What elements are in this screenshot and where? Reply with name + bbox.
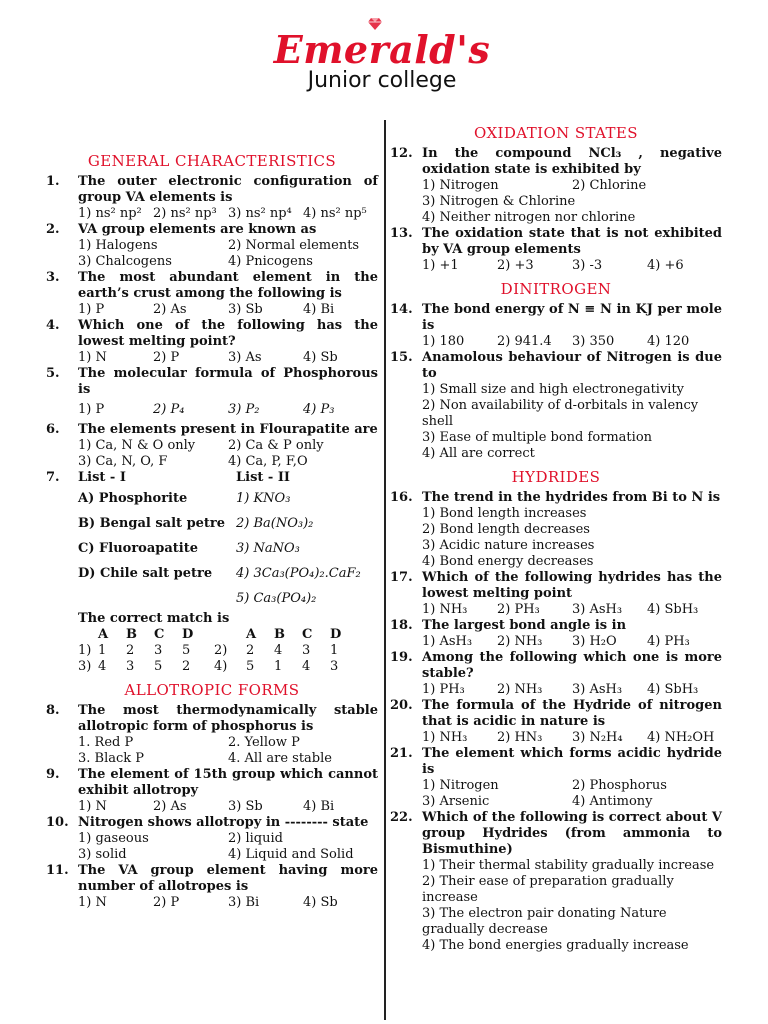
options bbox=[422, 506, 722, 570]
options bbox=[422, 382, 722, 462]
list-row bbox=[78, 586, 378, 611]
question-14 bbox=[390, 302, 722, 334]
option: 2) liquid bbox=[228, 831, 283, 846]
options bbox=[78, 895, 378, 911]
question-4 bbox=[46, 318, 378, 350]
question-text: Among the following which one is more stable? bbox=[422, 650, 722, 681]
option: 3) Arsenic bbox=[422, 794, 490, 809]
options bbox=[78, 254, 378, 270]
option: 1) gaseous bbox=[78, 831, 149, 846]
option: 1) AsH₃ bbox=[422, 634, 473, 649]
option: 4) Bond energy decreases bbox=[422, 554, 594, 569]
option: 4) Liquid and Solid bbox=[228, 847, 354, 862]
option: 1) NH₃ bbox=[422, 602, 468, 617]
option: 2) HN₃ bbox=[497, 730, 543, 745]
question-13 bbox=[390, 226, 722, 258]
option: 3) Nitrogen & Chlorine bbox=[422, 194, 576, 209]
question-number: 1. bbox=[46, 174, 60, 189]
question-1 bbox=[46, 174, 378, 206]
question-text: The elements present in Flourapatite are bbox=[78, 422, 378, 437]
options bbox=[422, 258, 722, 274]
option: 1) NH₃ bbox=[422, 730, 468, 745]
option: 2) NH₃ bbox=[497, 682, 543, 697]
option: 4) +6 bbox=[647, 258, 684, 273]
option: 2) P bbox=[153, 895, 180, 910]
list-row bbox=[78, 561, 378, 586]
question-text: Which of the following hydrides has the lowest melting point bbox=[422, 570, 722, 601]
match-grid-row: 1) 1 2 3 5 2) 2 4 3 1 bbox=[78, 643, 339, 658]
options bbox=[78, 831, 378, 847]
question-text: The largest bond angle is in bbox=[422, 618, 627, 633]
option: 4) SbH₃ bbox=[647, 682, 699, 697]
options bbox=[78, 454, 378, 470]
options bbox=[422, 178, 722, 194]
option: 1) ns² np² bbox=[78, 206, 142, 221]
option: 1) Bond length increases bbox=[422, 506, 587, 521]
question-text: In the compound NCl₃ , negative oxidation state is exhibited by bbox=[422, 146, 722, 177]
list-item: D) Chile salt petre bbox=[78, 566, 213, 581]
option: 1) Ca, N & O only bbox=[78, 438, 196, 453]
list-item: 4) 3Ca₃(PO₄)₂.CaF₂ bbox=[236, 566, 361, 581]
option: 3) As bbox=[228, 350, 262, 365]
list-item: 3) NaNO₃ bbox=[236, 541, 300, 556]
options bbox=[78, 302, 378, 318]
options bbox=[78, 847, 378, 863]
option: 1) P bbox=[78, 402, 105, 417]
question-text: Nitrogen shows allotropy in -------- state bbox=[78, 815, 369, 830]
option: 4) SbH₃ bbox=[647, 602, 699, 617]
question-text: The most thermodynamically stable allotropic form of phosphorus is bbox=[78, 703, 378, 734]
option: 1) Small size and high electronegativity bbox=[422, 382, 685, 397]
question-text: Which of the following is correct about V group Hydrides (from ammonia to Bismuthine) bbox=[422, 810, 722, 857]
options bbox=[422, 794, 722, 810]
options bbox=[78, 438, 378, 454]
option: 4) Sb bbox=[303, 895, 338, 910]
options bbox=[422, 334, 722, 350]
options bbox=[78, 206, 378, 222]
question-number: 6. bbox=[46, 422, 60, 437]
question-text: The formula of the Hydride of nitrogen that is acidic in nature is bbox=[422, 698, 722, 729]
option: 2) Phosphorus bbox=[572, 778, 667, 793]
section-heading-hydrides: HYDRIDES bbox=[511, 468, 601, 486]
option: 2) +3 bbox=[497, 258, 534, 273]
option: 2) NH₃ bbox=[497, 634, 543, 649]
list-item: 1) KNO₃ bbox=[236, 491, 291, 506]
option: 1) PH₃ bbox=[422, 682, 465, 697]
option: 2) Normal elements bbox=[228, 238, 360, 253]
option: 4) Bi bbox=[303, 799, 335, 814]
option: 2) Their ease of preparation gradually increase bbox=[422, 874, 674, 905]
question-number: 16. bbox=[390, 490, 413, 505]
option: 4) Pnicogens bbox=[228, 254, 313, 269]
option: 2) ns² np³ bbox=[153, 206, 217, 221]
question-text: The element which forms acidic hydride is bbox=[422, 746, 722, 777]
question-11 bbox=[46, 863, 378, 895]
options bbox=[422, 858, 722, 954]
question-text: Which one of the following has the lowest melting point? bbox=[78, 318, 378, 349]
brand-logo: Emerald's bbox=[273, 27, 491, 72]
question-number: 13. bbox=[390, 226, 413, 241]
option: 2) P₄ bbox=[153, 402, 185, 417]
question-8 bbox=[46, 703, 378, 735]
question-number: 19. bbox=[390, 650, 413, 665]
question-22 bbox=[390, 810, 722, 858]
question-text: VA group elements are known as bbox=[78, 222, 317, 237]
option: 4) All are correct bbox=[422, 446, 535, 461]
section-heading-general: GENERAL CHARACTERISTICS bbox=[87, 152, 337, 170]
question-number: 2. bbox=[46, 222, 60, 237]
option: 3. Black P bbox=[78, 751, 145, 766]
option: 2) P bbox=[153, 350, 180, 365]
right-column bbox=[390, 118, 722, 954]
option: 1) Halogens bbox=[78, 238, 158, 253]
list-item: C) Fluoroapatite bbox=[78, 541, 198, 556]
list-row bbox=[78, 486, 378, 511]
question-text: The bond energy of N ≡ N in KJ per mole is bbox=[422, 302, 722, 333]
options bbox=[78, 735, 378, 751]
column-divider bbox=[384, 120, 386, 1020]
question-number: 4. bbox=[46, 318, 60, 333]
option: 1) N bbox=[78, 350, 107, 365]
section-heading-allotropic: ALLOTROPIC FORMS bbox=[124, 681, 300, 699]
question-text: The outer electronic configuration of group VA elements is bbox=[78, 174, 378, 205]
question-6 bbox=[46, 422, 378, 438]
option: 2) PH₃ bbox=[497, 602, 540, 617]
list-item: 2) Ba(NO₃)₂ bbox=[236, 516, 314, 531]
option: 2. Yellow P bbox=[228, 735, 300, 750]
options bbox=[78, 799, 378, 815]
option: 2) 941.4 bbox=[497, 334, 552, 349]
option: 4) Bi bbox=[303, 302, 335, 317]
question-number: 12. bbox=[390, 146, 413, 161]
question-18 bbox=[390, 618, 722, 634]
question-number: 22. bbox=[390, 810, 413, 825]
question-9 bbox=[46, 767, 378, 799]
option: 1) Nitrogen bbox=[422, 778, 499, 793]
option: 1. Red P bbox=[78, 735, 134, 750]
question-5 bbox=[46, 366, 378, 398]
option: 1) N bbox=[78, 895, 107, 910]
options bbox=[422, 682, 722, 698]
options bbox=[422, 778, 722, 794]
option: 1) Their thermal stability gradually increase bbox=[422, 858, 715, 873]
question-10 bbox=[46, 815, 378, 831]
option: 3) H₂O bbox=[572, 634, 617, 649]
option: 2) As bbox=[153, 799, 187, 814]
option: 3) P₂ bbox=[228, 402, 260, 417]
question-number: 15. bbox=[390, 350, 413, 365]
option: 1) 180 bbox=[422, 334, 465, 349]
option: 3) Sb bbox=[228, 302, 263, 317]
option: 1) N bbox=[78, 799, 107, 814]
question-number: 10. bbox=[46, 815, 69, 830]
option: 3) AsH₃ bbox=[572, 682, 623, 697]
question-20 bbox=[390, 698, 722, 730]
question-text: Anamolous behaviour of Nitrogen is due to bbox=[422, 350, 722, 381]
option: 4) Neither nitrogen nor chlorine bbox=[422, 210, 636, 225]
question-text: The trend in the hydrides from Bi to N is bbox=[422, 490, 721, 505]
option: 3) AsH₃ bbox=[572, 602, 623, 617]
list-row bbox=[78, 536, 378, 561]
option: 4) Antimony bbox=[572, 794, 653, 809]
question-number: 11. bbox=[46, 863, 69, 878]
question-2 bbox=[46, 222, 378, 238]
options bbox=[78, 751, 378, 767]
question-number: 8. bbox=[46, 703, 60, 718]
option: 3) Acidic nature increases bbox=[422, 538, 595, 553]
option: 1) Nitrogen bbox=[422, 178, 499, 193]
match-grid-header: A B C D A B C D bbox=[98, 627, 342, 642]
question-number: 9. bbox=[46, 767, 60, 782]
question-number: 3. bbox=[46, 270, 60, 285]
option: 4) P₃ bbox=[303, 402, 335, 417]
option: 4) NH₂OH bbox=[647, 730, 715, 745]
brand-subtitle: Junior college bbox=[307, 68, 457, 93]
question-17 bbox=[390, 570, 722, 602]
section-heading-dinitrogen: DINITROGEN bbox=[500, 280, 612, 298]
option: 4) ns² np⁵ bbox=[303, 206, 367, 221]
question-3 bbox=[46, 270, 378, 302]
option: 4. All are stable bbox=[228, 751, 332, 766]
option: 3) Ease of multiple bond formation bbox=[422, 430, 653, 445]
question-text: The oxidation state that is not exhibited by VA group elements bbox=[422, 226, 722, 257]
match-prompt: The correct match is bbox=[78, 611, 230, 626]
question-text: The molecular formula of Phosphorous is bbox=[78, 366, 378, 397]
option: 4) The bond energies gradually increase bbox=[422, 938, 689, 953]
question-text: The most abundant element in the earth’s crust among the following is bbox=[78, 270, 378, 301]
question-number: 14. bbox=[390, 302, 413, 317]
question-15 bbox=[390, 350, 722, 382]
question-12 bbox=[390, 146, 722, 178]
option: 3) Ca, N, O, F bbox=[78, 454, 168, 469]
options bbox=[422, 194, 722, 226]
option: 1) +1 bbox=[422, 258, 459, 273]
option: 4) Sb bbox=[303, 350, 338, 365]
list-item: A) Phosphorite bbox=[78, 491, 188, 506]
option: 4) PH₃ bbox=[647, 634, 690, 649]
options bbox=[78, 238, 378, 254]
option: 2) Non availability of d-orbitals in valency shell bbox=[422, 398, 699, 429]
question-number: 18. bbox=[390, 618, 413, 633]
match-grid-row: 3) 4 3 5 2 4) 5 1 4 3 bbox=[78, 659, 339, 674]
list-item: B) Bengal salt petre bbox=[78, 516, 226, 531]
section-heading-oxidation: OXIDATION STATES bbox=[474, 124, 638, 142]
question-16 bbox=[390, 490, 722, 506]
list-row bbox=[78, 511, 378, 536]
question-text: The VA group element having more number of allotropes is bbox=[78, 863, 378, 894]
option: 3) ns² np⁴ bbox=[228, 206, 292, 221]
question-number: 7. bbox=[46, 470, 60, 485]
question-number: 17. bbox=[390, 570, 413, 585]
options bbox=[422, 730, 722, 746]
option: 3) Sb bbox=[228, 799, 263, 814]
option: 2) Bond length decreases bbox=[422, 522, 590, 537]
option: 3) N₂H₄ bbox=[572, 730, 623, 745]
option: 2) Chlorine bbox=[572, 178, 647, 193]
list-item: 5) Ca₃(PO₄)₂ bbox=[236, 591, 317, 606]
question-number: 5. bbox=[46, 366, 60, 381]
option: 3) Chalcogens bbox=[78, 254, 172, 269]
question-text: The element of 15th group which cannot exhibit allotropy bbox=[78, 767, 378, 798]
question-19 bbox=[390, 650, 722, 682]
list-heading-1: List - I bbox=[78, 470, 126, 485]
question-7 bbox=[46, 470, 378, 486]
option: 3) -3 bbox=[572, 258, 603, 273]
question-number: 20. bbox=[390, 698, 413, 713]
option: 4) 120 bbox=[647, 334, 690, 349]
option: 2) Ca & P only bbox=[228, 438, 324, 453]
option: 3) The electron pair donating Nature gradually decrease bbox=[422, 906, 667, 937]
left-column bbox=[46, 118, 378, 911]
question-number: 21. bbox=[390, 746, 413, 761]
option: 3) solid bbox=[78, 847, 127, 862]
question-21 bbox=[390, 746, 722, 778]
list-heading-2: List - II bbox=[236, 470, 291, 485]
option: 3) 350 bbox=[572, 334, 615, 349]
option: 1) P bbox=[78, 302, 105, 317]
options bbox=[422, 634, 722, 650]
option: 3) Bi bbox=[228, 895, 260, 910]
option: 4) Ca, P, F,O bbox=[228, 454, 308, 469]
options bbox=[78, 350, 378, 366]
options bbox=[78, 398, 378, 422]
options bbox=[422, 602, 722, 618]
option: 2) As bbox=[153, 302, 187, 317]
